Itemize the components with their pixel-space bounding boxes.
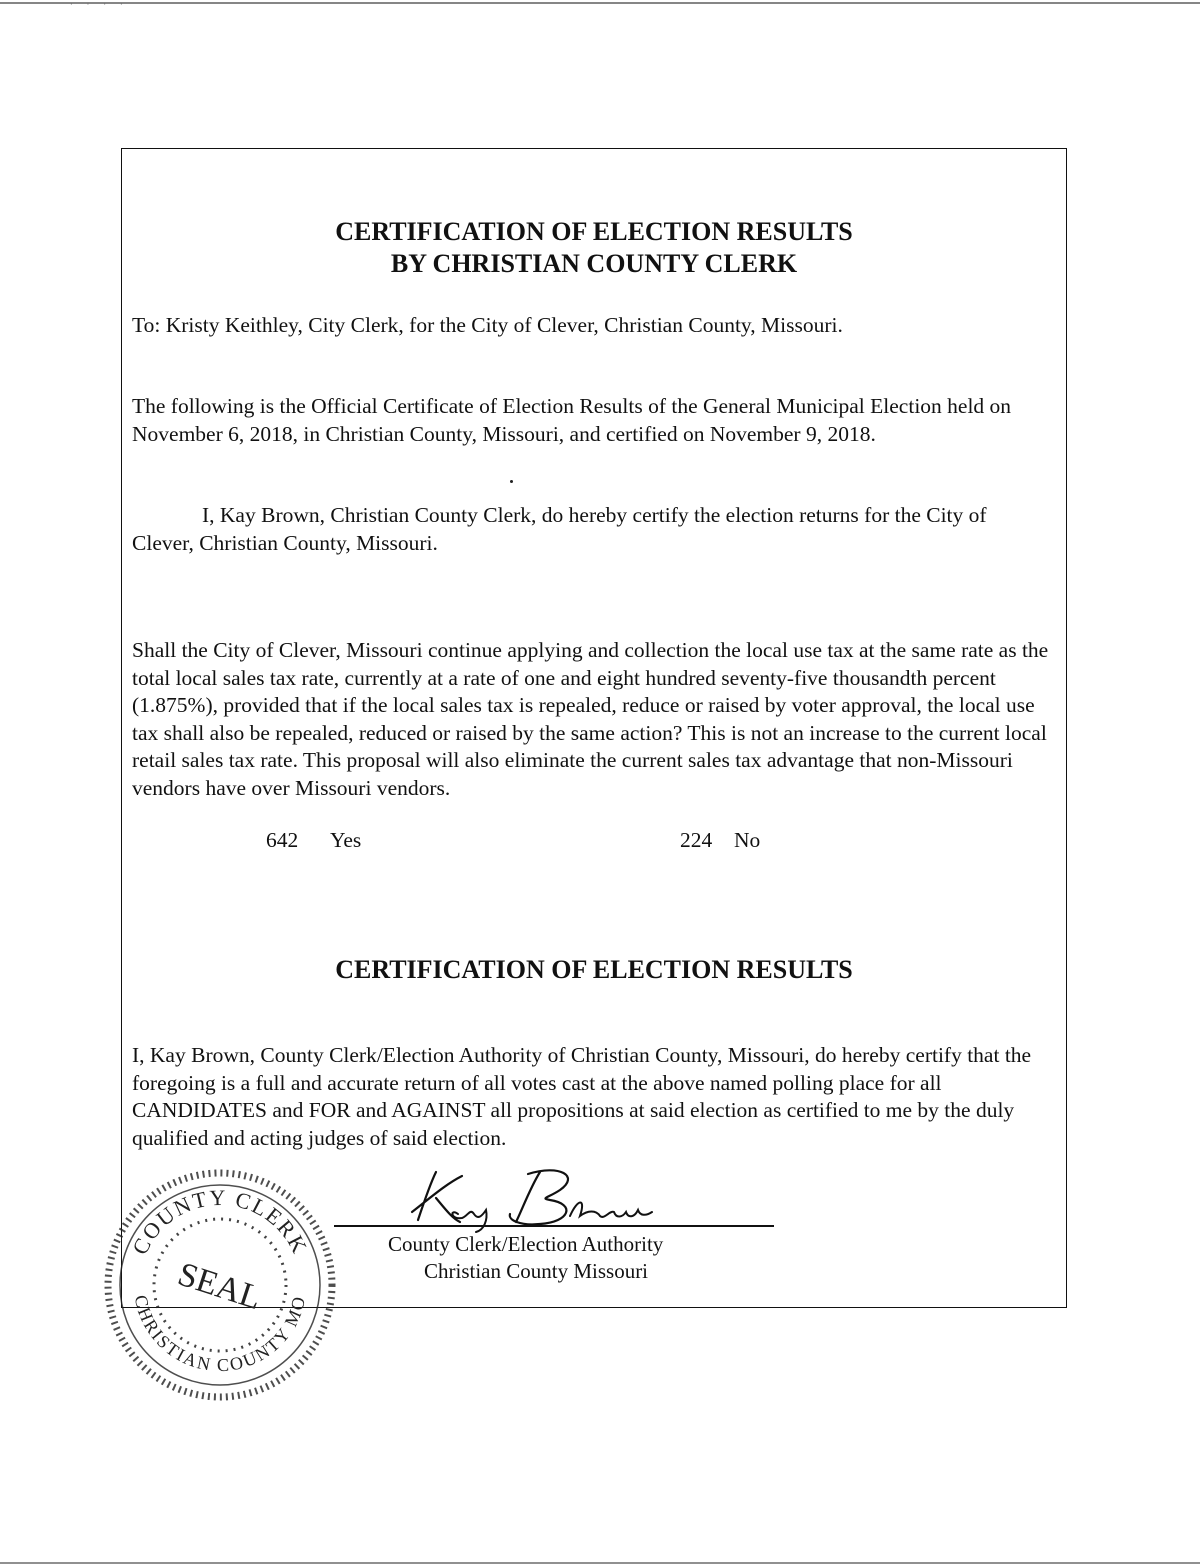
seal-bottom-text: CHRISTIAN COUNTY MO [130, 1293, 310, 1376]
stray-mark [510, 480, 513, 483]
ballot-question: Shall the City of Clever, Missouri continue applying and collection the local use tax at the same rate as the total local sales tax rate, currently at a rate of one and eight hundred seventy-five thousandth percent (1.875%), provided that if the local sales tax is repealed, reduce or raised by voter approval, the local use tax shall also be repealed, reduced or raised by the same action? This is not an increase to the current local retail sales tax rate. This proposal will also eliminate the current sales tax advantage that non-Missouri vendors have over Missouri vendors. [132, 638, 1049, 800]
signature-title: County Clerk/Election Authority [388, 1232, 664, 1256]
no-vote-count: 224 [680, 828, 713, 852]
signature-county: Christian County Missouri [424, 1259, 649, 1283]
addressee-line: To: Kristy Keithley, City Clerk, for the City of Clever, Christian County, Missouri. [132, 313, 843, 337]
certification-heading: CERTIFICATION OF ELECTION RESULTS [335, 955, 853, 984]
certification-paragraph: I, Kay Brown, County Clerk/Election Authority of Christian County, Missouri, do hereby certify that the foregoing is a full and accurate return of all votes cast at the above named polling place for all CANDIDATES and FOR and AGAINST all propositions at said election as certified to me by the duly qualified and acting judges of said election. [132, 1043, 1032, 1150]
scan-edge-bottom [0, 1562, 1200, 1564]
yes-vote-count: 642 [266, 828, 299, 852]
seal-top-text: COUNTY CLERK [127, 1184, 313, 1259]
yes-vote-label: Yes [330, 828, 362, 852]
certificate-title: CERTIFICATION OF ELECTION RESULTS [335, 217, 853, 246]
certificate-subtitle: BY CHRISTIAN COUNTY CLERK [390, 249, 798, 278]
seal-center-text: SEAL [173, 1255, 266, 1318]
county-clerk-seal [100, 1165, 340, 1405]
certify-paragraph: I, Kay Brown, Christian County Clerk, do hereby certify the election returns for the City of Clever, Christian County, Missouri. [132, 503, 987, 555]
scan-edge-top [0, 2, 1200, 4]
signature-line [334, 1225, 774, 1227]
scan-artifact: · · · · [70, 0, 129, 9]
no-vote-label: No [734, 828, 761, 852]
intro-paragraph: The following is the Official Certificate of Election Results of the General Municipal Election held on November 6, 2018, in Christian County, Missouri, and certified on November 9, 2018. [132, 394, 1012, 446]
